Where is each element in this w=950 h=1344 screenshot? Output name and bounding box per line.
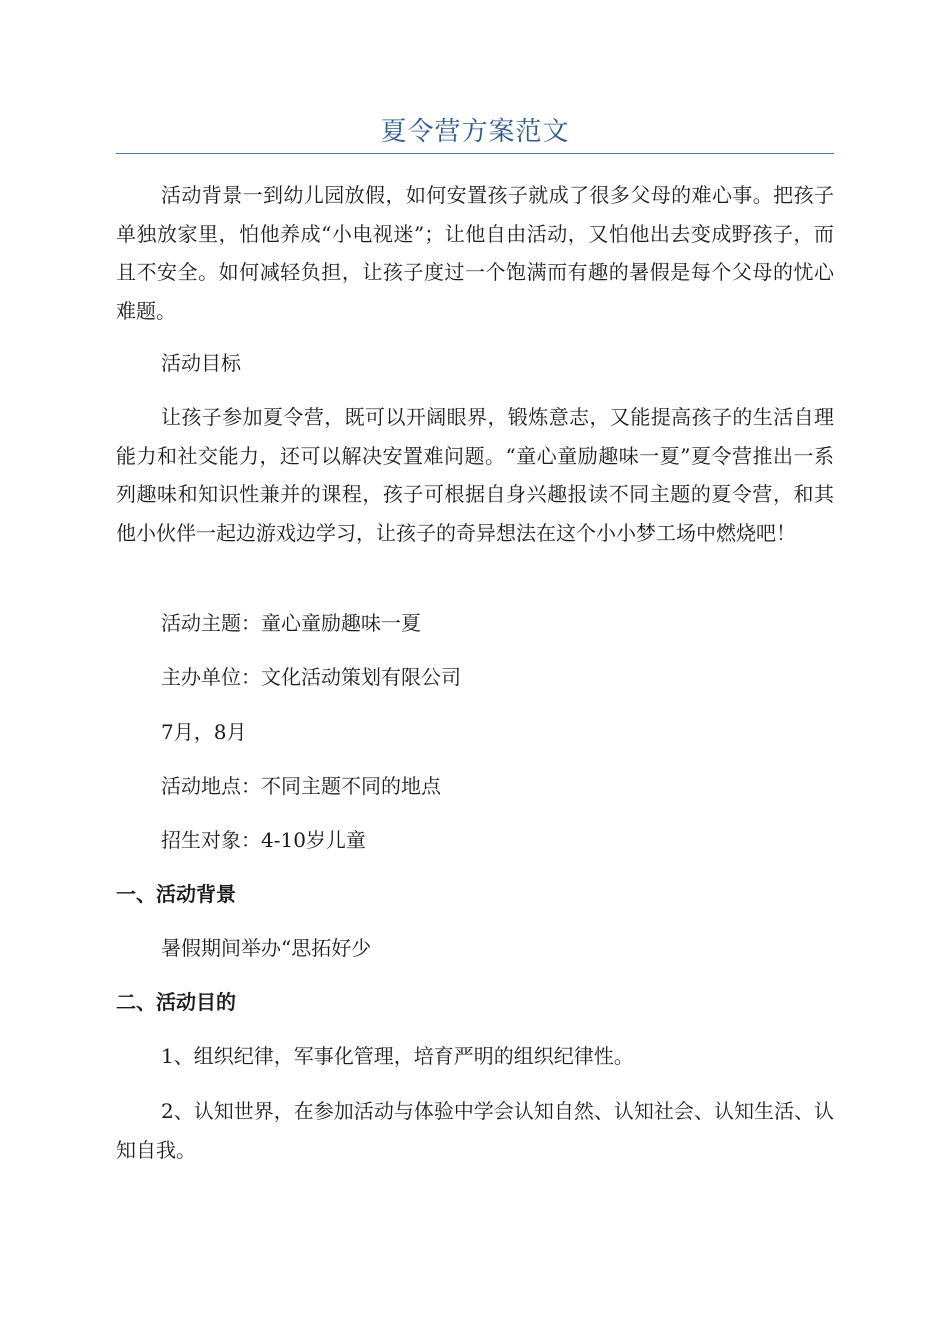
paragraph-organizer: 主办单位：文化活动策划有限公司 <box>161 665 461 689</box>
paragraph-dates: 7月，8月 <box>161 720 247 744</box>
paragraph-location: 活动地点：不同主题不同的地点 <box>161 774 441 798</box>
paragraph-goal: 让孩子参加夏令营，既可以开阔眼界，锻炼意志，又能提高孩子的生活自理能力和社交能力，还可以解决安置难问题。“童心童励趣味一夏”夏令营推出一系列趣味和知识性兼并的课程，孩子可根据自身兴趣报读不同主题的夏令营，和其他小伙伴一起边游戏边学习，让孩子的奇异想法在这个小小梦工场中燃烧吧！ <box>116 405 834 545</box>
paragraph-purpose-2: 2、认知世界，在参加活动与体验中学会认知自然、认知社会、认知生活、认知自我。 <box>116 1099 834 1162</box>
document-title: 夏令营方案范文 <box>380 117 570 147</box>
title-underline <box>116 153 834 154</box>
paragraph-goal-heading: 活动目标 <box>161 351 241 375</box>
section-heading-background: 一、活动背景 <box>116 882 236 906</box>
paragraph-summer: 暑假期间举办“思拓好少 <box>161 936 372 960</box>
paragraph-theme: 活动主题：童心童励趣味一夏 <box>161 611 421 635</box>
paragraph-audience: 招生对象：4-10岁儿童 <box>161 828 366 852</box>
paragraph-purpose-1: 1、组织纪律，军事化管理，培育严明的组织纪律性。 <box>161 1044 634 1068</box>
section-heading-purpose: 二、活动目的 <box>116 990 236 1014</box>
paragraph-background: 活动背景一到幼儿园放假，如何安置孩子就成了很多父母的难心事。把孩子单独放家里，怕他养成“小电视迷”；让他自由活动，又怕他出去变成野孩子，而且不安全。如何减轻负担，让孩子度过一个饱满而有趣的暑假是每个父母的忧心难题。 <box>116 183 834 323</box>
